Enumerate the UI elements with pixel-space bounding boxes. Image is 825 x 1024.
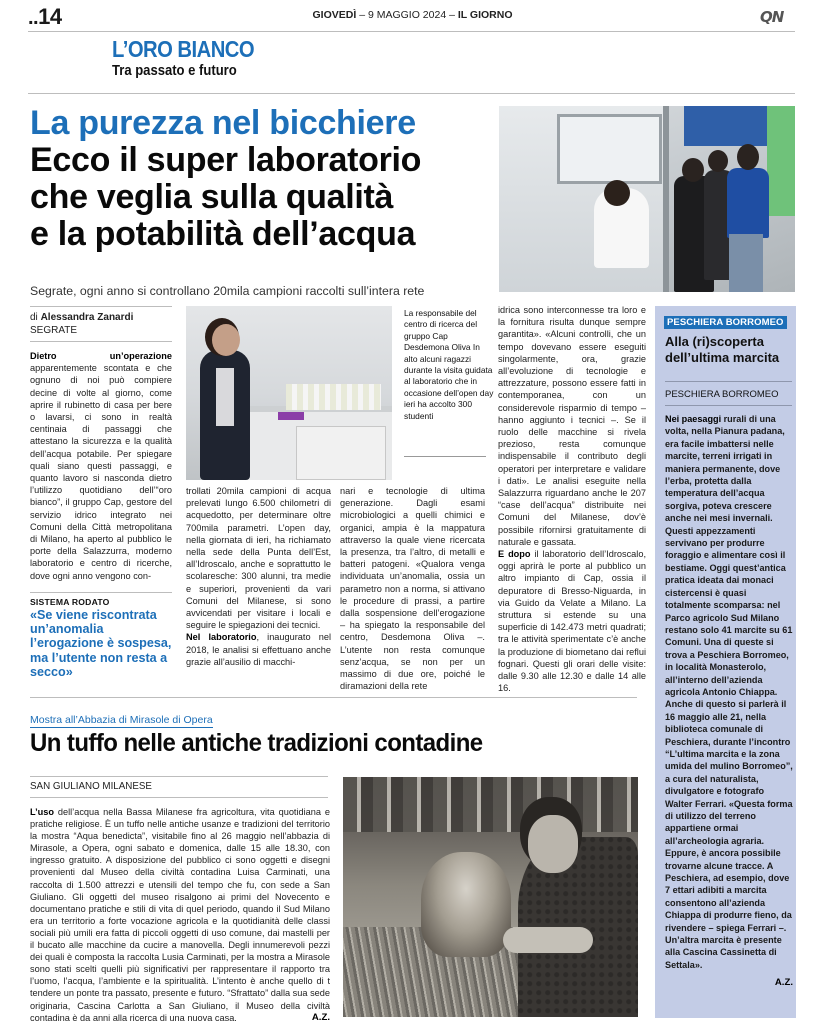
sidebar-dateline: PESCHIERA BORROMEO bbox=[665, 389, 779, 400]
lead-in: L’uso bbox=[30, 807, 54, 817]
author-name: Alessandra Zanardi bbox=[40, 312, 134, 323]
photo-drawer bbox=[296, 426, 386, 480]
column-text: apparentemente scontata e che ognuno di noi può compiere decine di volte al giorno, come aprire il rubinetto di casa per bere o lavarsi, ci sono in realtà centinaia di passaggi che attestano la sicurezza e la qualità dell’acqua potabile. Per spiegare quali siano questi passaggi, e quanto lavoro si nasconda dietro l’utilizzo quotidiano dell’“oro bianco”, il gruppo Cap, gestore del servizio idrico integrato nei Comuni della Città metropolitana di Milano, ha aperto al pubblico le porte della Salazzurra, moderno laboratorio e centro di ricerche, dove ogni anno vengono con- bbox=[30, 363, 172, 581]
byline-rule bbox=[30, 306, 172, 307]
photo-shirt bbox=[216, 368, 234, 426]
masthead-date: 9 MAGGIO 2024 bbox=[367, 9, 447, 21]
byline bbox=[30, 312, 133, 323]
second-article-headline: Un tuffo nelle antiche tradizioni contadine bbox=[30, 729, 483, 757]
column-text: trollati 20mila campioni di acqua prelevati lungo 6.500 chilometri di acquedotto, per determinare oltre 700mila parametri. L’open day, nella giornata di ieri, ha richiamato nella sede della Punta dell’Est, all’Idroscalo, anche e soprattutto le scolaresche: 300 alunni, tra medie e superiori, provenienti da vari Comuni del Milanese, si sono avvicendati per visitare i locali e seguire le spiegazioni dei tecnici. bbox=[186, 486, 331, 631]
photo-student-head bbox=[682, 158, 704, 182]
headline-line: Ecco il super laboratorio bbox=[30, 141, 422, 179]
masthead bbox=[200, 9, 625, 21]
section-rule bbox=[28, 93, 795, 94]
sidebar-tag: PESCHIERA BORROMEO bbox=[664, 316, 787, 329]
qn-logo: QN bbox=[760, 8, 784, 26]
page-number bbox=[28, 4, 62, 30]
photo-green-door bbox=[767, 106, 795, 216]
second-article-kicker: Mostra all’Abbazia di Mirasole di Opera bbox=[30, 714, 213, 726]
section-subtitle: Tra passato e futuro bbox=[112, 63, 237, 79]
photo-fence bbox=[343, 777, 638, 832]
article-summary: Segrate, ogni anno si controllano 20mila campioni raccolti sull’intera rete bbox=[30, 284, 425, 298]
headline-line: che veglia sulla qualità bbox=[30, 178, 394, 216]
main-headline bbox=[30, 142, 500, 253]
masthead-sep-2: – bbox=[449, 9, 455, 21]
column-text: idrica sono interconnesse tra loro e la fornitura risulta dunque sempre garantita». «Alcuni controlli, che un tempo dovevano essere eseguiti singolarmente, ora, grazie all’evoluzione di tecnologie e attrezzature, possono essere fatti in contemporanea, con un considerevole risparmio di tempo – hanno aggiunto i tecnici –. Se il ruolo delle macchine si rivela prezioso, resta comunque indispensabile il contributo degli operatori per interpretare e validare i dati». Le analisi eseguite nella Salazzurra riguardano anche le 207 “case dell’acqua” distribuite nei Comuni del Milanese, dov’è possibile rifornirsi gratuitamente di naturale e gassata. bbox=[498, 305, 646, 547]
sidebar-rule bbox=[665, 381, 792, 382]
pullquote-rule bbox=[30, 592, 172, 593]
photo-teacher bbox=[727, 168, 769, 238]
header-rule bbox=[28, 31, 795, 32]
masthead-day: GIOVEDÌ bbox=[312, 9, 357, 21]
photo-woman-head bbox=[212, 324, 240, 356]
photo-glass bbox=[557, 114, 662, 184]
body-text: dell’acqua nella Bassa Milanese fra agricoltura, vita quotidiana e pratiche religiose. È un tuffo nelle antiche usanze e tradizioni del territorio la mostra “Aqua benedicta”, visitabile fino al 26 maggio nell’abbazia di Mirasole, a Opera, ogni sabato e domenica, dalle 15 alle 18.30, con ingresso gratuito. A disposizione del pubblico ci sono oggetti e disegni provenienti dal Museo della civiltà contadina Luisa Carminati, una raccolta di 1.500 attrezzi e utensili del tempo che fu, con sede a San Giuliano. Gli oggetti del museo risalgono ai primi del Novecento e documentano pratiche e stili di vita di quel periodo, quando il Sud Milano era un territorio a forte vocazione agricola e la quotidianità delle classi sociali più umili era fatta di piccoli oggetti di uso comune, dai mastelli per il bucato alle macchine da cucire a manovella. Degli innumerevoli pezzi dei quali è composta la raccolta Lusia Carminati, per la mostra a Mirasole sono stati scelti quelli più significativi per rappresentare il rapporto tra l’uomo, l’acqua, l’ambiente e la spiritualità. L’intento è anche quello di t tendere un ponte tra passato, presente e futuro. “Sfrattato” dalla sua sede originaria, Cascina Carlotta a San Giuliano, il Museo della civiltà contadina è da anni alla ricerca di una nuova casa. bbox=[30, 807, 330, 1023]
sidebar-rule bbox=[665, 405, 792, 406]
photo-woman-with-dog bbox=[343, 777, 638, 1017]
article-column-3: nari e tecnologie di ultima generazione. Dagli esami microbiologici a quelli chimici e organici, ampia è la mappatura attraverso la quale viene ricercata la presenza, tra l’altro, di metalli e batteri patogeni. «Qualora venga individuata un’anomalia, ossia un parametro non a norma, si attivano le procedure di prassi, a partire dalla sospensione dell’erogazione – ha spiegato la responsabile del centro, Desdemona Oliva –. L’utente non resta comunque senz’acqua, se non per un massimo di due ore, poiché le diramazioni della rete bbox=[340, 486, 485, 692]
photo-jeans bbox=[729, 234, 763, 292]
column-text: , inaugurato nel 2018, le analisi si effettuano anche grazie all’ausilio di macchi- bbox=[186, 632, 331, 667]
headline-line: e la potabilità dell’acqua bbox=[30, 215, 416, 253]
byline-rule bbox=[30, 341, 172, 342]
byline-prefix: di bbox=[30, 312, 38, 323]
photo-woman-face bbox=[528, 815, 578, 873]
sidebar-text: rurali di una volta, nella Pianura padana, era facile imbattersi nelle marcite, terreni irrigati in maniera permanente, dove l’erba, protetta dalla temperatura dell’acqua sorgiva, poteva crescere anche nei mesi invernali. Questi appezzamenti servivano per produrre foraggio e alimentare così il bestiame. Oggi quest’antica pratica ideata dai monaci cistercensi è quasi totalmente scomparsa: nel Parco agricolo Sud Milano restano solo 41 marcite su 61 Comuni. Una di queste si trova a Peschiera Borromeo, in località Monasterolo, all’interno dell’azienda agricola Antonio Chiappa. Anche di questo si parlerà il 16 maggio alle 21, nella biblioteca comunale di Peschiera, durante l’incontro “L’ultima marcita e la zona umida del mulino Borromeo”, a cura del naturalista, divulgatore e fotografo Walter Ferrari. «Questa forma di utilizzo del terreno appartiene ormai all’archeologia agraria. Eppure, è ancora possibile trovarne alcune tracce. A Peschiera, ad esempio, dove 7 ettari adibiti a marcita consentono all’azienda Chiappa di produrre fieno, da rivendere – spiega Ferrari –. Un’altra marcita è presente alla Cascina Cassinetta di Settala». bbox=[665, 414, 793, 970]
page-number-dots: .. bbox=[28, 7, 39, 29]
photo-dog bbox=[421, 852, 511, 957]
section-title: L’ORO BIANCO bbox=[112, 36, 255, 62]
masthead-sep-1: – bbox=[359, 9, 366, 21]
lead-in: Dietro un’operazione bbox=[30, 351, 172, 361]
second-article-dateline: SAN GIULIANO MILANESE bbox=[30, 781, 152, 792]
sidebar-signature: A.Z. bbox=[774, 977, 793, 989]
dateline-rule bbox=[30, 797, 328, 798]
sidebar-title: Alla (ri)scoperta dell’ultima marcita bbox=[665, 334, 780, 365]
photo-caption: La responsabile del centro di ricerca del gruppo Cap Desdemona Oliva In alto alcuni ragazzi durante la visita guidata al laboratorio che in occasione dell’open day ieri ha accolto 300 studenti bbox=[404, 308, 494, 421]
column-text: il laboratorio dell’Idroscalo, oggi aprirà le porte al pubblico un altro impianto di Cap, ossia il depuratore di Bresso-Niguarda, in via Guido da Velate a Milano. La struttura si estende su una superficie di 142.473 metri quadrati; tra le attività sperimentate c’è anche la produzione di biometano dai reflui fognari. Questi gli orari delle visite: dalle 9.30 alle 12.30 e dalle 14 alle 16. bbox=[498, 549, 646, 694]
second-article-signature: A.Z. bbox=[311, 1011, 330, 1023]
article-column-2 bbox=[186, 485, 331, 668]
dateline: SEGRATE bbox=[30, 325, 78, 336]
photo-students-lab bbox=[499, 106, 795, 292]
second-article-body bbox=[30, 806, 330, 1024]
photo-flasks bbox=[286, 384, 381, 410]
photo-wall bbox=[684, 106, 779, 146]
page-number-value: 14 bbox=[38, 4, 62, 29]
photo-technician-head bbox=[604, 180, 630, 206]
caption-rule bbox=[404, 456, 486, 457]
photo-student-head bbox=[708, 150, 728, 172]
lead-in: Nel laboratorio bbox=[186, 632, 257, 643]
sidebar-body bbox=[665, 413, 793, 990]
article-column-1 bbox=[30, 350, 172, 582]
photo-rack bbox=[278, 412, 304, 420]
pullquote: «Se viene riscontrata un’anomalia l’erogazione è sospesa, ma l’utente non resta a secco» bbox=[30, 608, 172, 679]
article-divider bbox=[30, 697, 637, 698]
lead-in: Nei paesaggi bbox=[665, 414, 722, 424]
lead-in: E dopo bbox=[498, 549, 531, 560]
article-column-4 bbox=[498, 304, 646, 695]
masthead-newspaper: IL GIORNO bbox=[457, 9, 513, 21]
pullquote-kicker: SISTEMA RODATO bbox=[30, 597, 110, 607]
photo-desdemona-oliva bbox=[186, 306, 392, 480]
photo-teacher-head bbox=[737, 144, 759, 170]
headline-kicker: La purezza nel bicchiere bbox=[30, 104, 416, 142]
photo-arm bbox=[503, 927, 593, 953]
dateline-rule bbox=[30, 776, 328, 777]
